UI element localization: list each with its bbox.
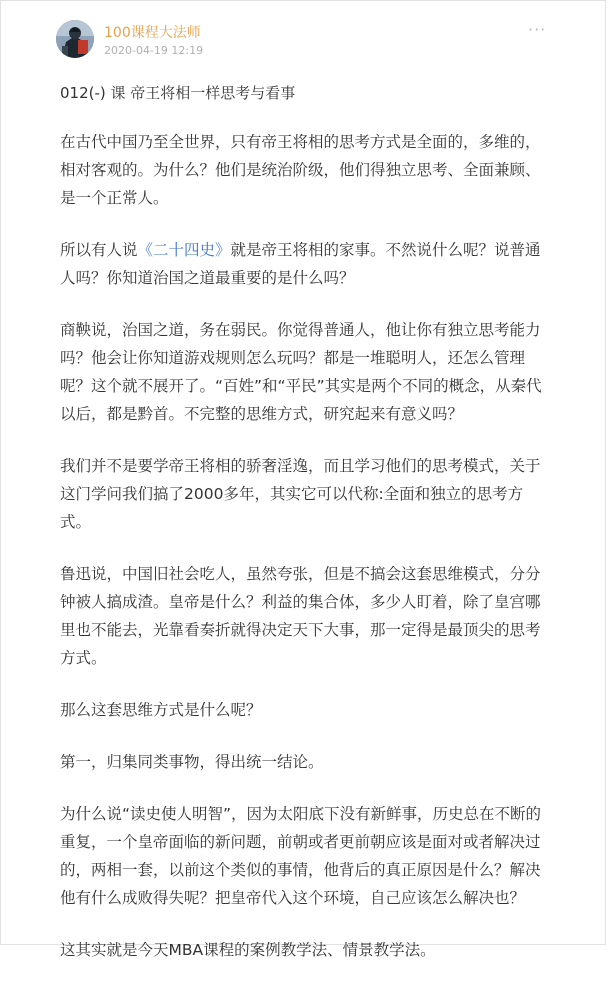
post-header bbox=[56, 16, 556, 60]
paragraph-5: 鲁迅说，中国旧社会吃人，虽然夸张，但是不搞会这套思维模式，分分钟被人搞成渣。皇帝是什么？利益的集合体，多少人盯着，除了皇宫哪里也不能去，光靠看奏折就得决定天下大事，那一定得是最顶尖的思考方式。 bbox=[60, 565, 541, 667]
avatar-photo-icon bbox=[56, 20, 94, 58]
paragraph-3: 商鞅说，治国之道，务在弱民。你觉得普通人，他让你有独立思考能力吗？他会让你知道游戏规则怎么玩吗？都是一堆聪明人，还怎么管理呢？这个就不展开了。“百姓”和“平民”其实是两个不同的概念，从秦代以后，都是黔首。不完整的思维方式，研究起来有意义吗？ bbox=[60, 321, 542, 423]
paragraph-4: 我们并不是要学帝王将相的骄奢淫逸，而且学习他们的思考模式，关于这门学问我们搞了2000多年，其实它可以代称:全面和独立的思考方式。 bbox=[60, 457, 541, 531]
paragraph-1: 在古代中国乃至全世界，只有帝王将相的思考方式是全面的，多维的，相对客观的。为什么？他们是统治阶级，他们得独立思考、全面兼顾、是一个正常人。 bbox=[60, 133, 541, 207]
post-timestamp: 2020-04-19 12:19 bbox=[104, 44, 204, 57]
paragraph-2-text-before: 所以有人说 bbox=[60, 241, 138, 259]
paragraph-6: 那么这套思维方式是什么呢？ bbox=[60, 701, 262, 719]
article-title: 012(-) 课 帝王将相一样思考与看事 bbox=[60, 84, 296, 102]
article-body bbox=[60, 82, 550, 988]
paragraph-9: 这其实就是今天MBA课程的案例教学法、情景教学法。 bbox=[60, 941, 436, 959]
paragraph-8: 为什么说“读史使人明智”，因为太阳底下没有新鲜事，历史总在不断的重复，一个皇帝面临的新问题，前朝或者更前朝应该是面对或者解决过的，两相一套，以前这个类似的事情，他背后的真正原因是什么？解决他有什么成败得失呢？把皇帝代入这个环境，自己应该怎么解决也？ bbox=[60, 805, 542, 907]
author-name[interactable]: 100课程大法师 bbox=[104, 25, 201, 41]
avatar[interactable] bbox=[56, 20, 94, 58]
paragraph-2-text-after: 就是帝王将相的家事。不然说什么呢？说普通人吗？你知道治国之道最重要的是什么吗？ bbox=[60, 241, 541, 287]
more-dots-icon[interactable]: ··· bbox=[528, 20, 547, 39]
paragraph-2 bbox=[60, 236, 550, 292]
book-link-twenty-four-histories[interactable]: 《二十四史》 bbox=[137, 241, 231, 259]
paragraph-7: 第一，归集同类事物，得出统一结论。 bbox=[60, 753, 324, 771]
